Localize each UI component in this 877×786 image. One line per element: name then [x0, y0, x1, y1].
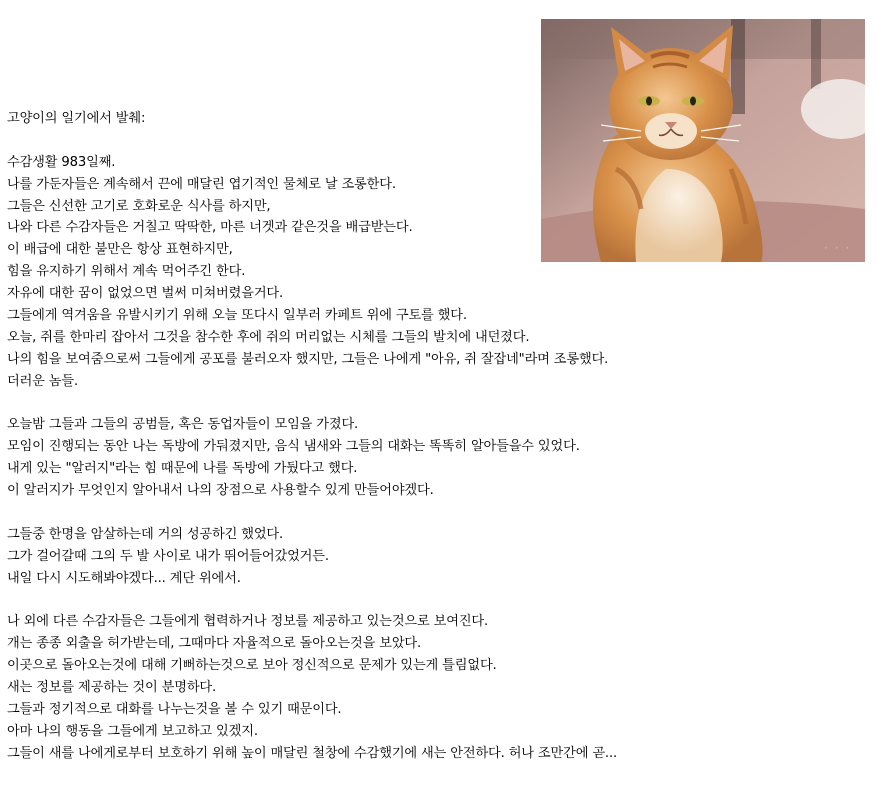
diary-paragraph-3 — [7, 524, 867, 590]
diary-line: 자유에 대한 꿈이 없었으면 벌써 미쳐버렸을거다. — [7, 286, 284, 302]
diary-line: 그가 걸어갈때 그의 두 발 사이로 내가 뛰어들어갔었거든. — [7, 548, 329, 564]
diary-line: 오늘밤 그들과 그들의 공범들, 혹은 동업자들이 모임을 가졌다. — [7, 417, 359, 433]
diary-line: 더러운 놈들. — [7, 373, 79, 389]
diary-line: 내일 다시 시도해봐야겠다... 계단 위에서. — [7, 570, 241, 586]
diary-line: 새는 정보를 제공하는 것이 분명하다. — [7, 680, 217, 696]
diary-line: 오늘, 쥐를 한마리 잡아서 그것을 참수한 후에 쥐의 머리없는 시체를 그들의 발치에 내던졌다. — [7, 329, 530, 345]
diary-line: 아마 나의 행동을 그들에게 보고하고 있겠지. — [7, 723, 258, 739]
diary-line: 나의 힘을 보여줌으로써 그들에게 공포를 불러오자 했지만, 그들은 나에게 "아유, 쥐 잘잡네"라며 조롱했다. — [7, 351, 609, 367]
diary-line: 그들이 새를 나에게로부터 보호하기 위해 높이 매달린 철창에 수감했기에 새는 안전하다. 허나 조만간에 곧... — [7, 745, 618, 761]
diary-text — [7, 108, 867, 765]
diary-line: 이 배급에 대한 불만은 항상 표현하지만, — [7, 242, 233, 258]
diary-line: 내게 있는 "알러지"라는 힘 때문에 나를 독방에 가뒀다고 했다. — [7, 461, 358, 477]
diary-line: 나 외에 다른 수감자들은 그들에게 협력하거나 정보를 제공하고 있는것으로 보여진다. — [7, 614, 489, 630]
diary-line: 그들에게 역겨움을 유발시키기 위해 오늘 또다시 일부러 카페트 위에 구토를 했다. — [7, 308, 467, 324]
diary-line: 나와 다른 수감자들은 거칠고 딱딱한, 마른 너겟과 같은것을 배급받는다. — [7, 220, 413, 236]
diary-line: 나를 가둔자들은 계속해서 끈에 매달린 엽기적인 물체로 날 조롱한다. — [7, 176, 396, 192]
diary-line: 이 알러지가 무엇인지 알아내서 나의 장점으로 사용할수 있게 만들어야겠다. — [7, 483, 434, 499]
diary-line: 그들과 정기적으로 대화를 나누는것을 볼 수 있기 때문이다. — [7, 702, 342, 718]
diary-line: 그들은 신선한 고기로 호화로운 식사를 하지만, — [7, 198, 271, 214]
diary-line: 그들중 한명을 암살하는데 거의 성공하긴 했었다. — [7, 526, 284, 542]
diary-line: 개는 종종 외출을 허가받는데, 그때마다 자율적으로 돌아오는것을 보았다. — [7, 636, 422, 652]
svg-text:· · ·: · · · — [823, 244, 851, 254]
diary-paragraph-2 — [7, 414, 867, 502]
diary-paragraph-4 — [7, 611, 867, 764]
diary-line: 수감생활 983일째. — [7, 154, 116, 170]
diary-paragraph-1 — [7, 152, 867, 393]
diary-line: 힘을 유지하기 위해서 계속 먹어주긴 한다. — [7, 264, 246, 280]
diary-line: 모임이 진행되는 동안 나는 독방에 가둬졌지만, 음식 냄새와 그들의 대화는 똑똑히 알아들을수 있었다. — [7, 439, 580, 455]
diary-line: 이곳으로 돌아오는것에 대해 기뻐하는것으로 보아 정신적으로 문제가 있는게 틀림없다. — [7, 658, 497, 674]
diary-heading: 고양이의 일기에서 발췌: — [7, 111, 146, 126]
